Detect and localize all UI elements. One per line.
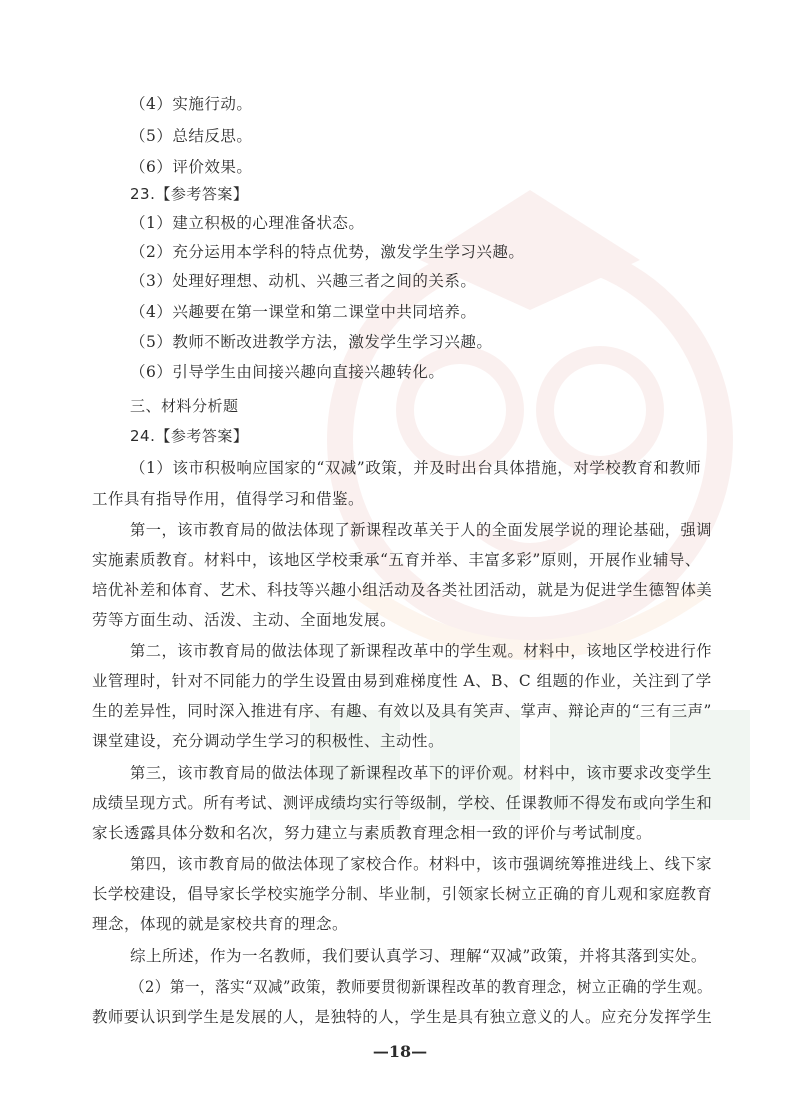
paragraph-line: 长学校建设，倡导家长学校实施学分制、毕业制，引领家长树立正确的育儿观和家庭教育 (92, 885, 713, 903)
paragraph-line: 实施素质教育。材料中，该地区学校秉承“五育并举、丰富多彩”原则，开展作业辅导、 (92, 551, 701, 569)
paragraph-line: 教师要认识到学生是发展的人，是独特的人，学生是具有独立意义的人。应充分发挥学生 (92, 1008, 713, 1026)
list-item: （6）引导学生由间接兴趣向直接兴趣转化。 (130, 363, 445, 381)
q24-heading: 24.【参考答案】 (130, 427, 249, 445)
q23-heading: 23.【参考答案】 (130, 185, 249, 203)
paragraph-line: 第三，该市教育局的做法体现了新课程改革下的评价观。材料中，该市要求改变学生 (130, 764, 712, 782)
paragraph-line: 第一，该市教育局的做法体现了新课程改革关于人的全面发展学说的理论基础，强调 (130, 521, 712, 539)
paragraph-line: 劳等方面生动、活泼、主动、全面地发展。 (92, 611, 397, 629)
paragraph-line: 成绩呈现方式。所有考试、测评成绩均实行等级制，学校、任课教师不得发布或向学生和 (92, 794, 713, 812)
list-item: （4）兴趣要在第一课堂和第二课堂中共同培养。 (130, 303, 477, 321)
list-item: （1）建立积极的心理准备状态。 (130, 214, 365, 232)
paragraph-line: 生的差异性，同时深入推进有序、有趣、有效以及具有笑声、掌声、辩论声的“三有三声” (92, 702, 712, 720)
paragraph-line: 理念，体现的就是家校共育的理念。 (92, 915, 349, 933)
paragraph-line: 业管理时，针对不同能力的学生设置由易到难梯度性 A、B、C 组题的作业，关注到了学 (92, 672, 712, 690)
page-number: —18— (372, 1042, 428, 1061)
list-item: （2）充分运用本学科的特点优势，激发学生学习兴趣。 (130, 243, 525, 261)
paragraph-line: 综上所述，作为一名教师，我们要认真学习、理解“双减”政策，并将其落到实处。 (130, 947, 707, 965)
paragraph-line: 第二，该市教育局的做法体现了新课程改革中的学生观。材料中，该地区学校进行作 (130, 642, 712, 660)
paragraph-line: 培优补差和体育、艺术、科技等兴趣小组活动及各类社团活动，就是为促进学生德智体美 (92, 581, 713, 599)
paragraph-line: 家长透露具体分数和名次，努力建立与素质教育理念相一致的评价与考试制度。 (92, 824, 653, 842)
list-item: （4）实施行动。 (130, 95, 253, 113)
paragraph-line: （2）第一，落实“双减”政策，教师要贯彻新课程改革的教育理念，树立正确的学生观。 (130, 978, 713, 996)
list-item: （5）教师不断改进教学方法，激发学生学习兴趣。 (130, 333, 493, 351)
list-item: （6）评价效果。 (130, 158, 253, 176)
paragraph-line: 第四，该市教育局的做法体现了家校合作。材料中，该市强调统筹推进线上、线下家 (130, 855, 712, 873)
paragraph-line: 工作具有指导作用，值得学习和借鉴。 (92, 490, 365, 508)
section-title: 三、材料分析题 (130, 397, 239, 415)
list-item: （3）处理好理想、动机、兴趣三者之间的关系。 (130, 272, 477, 290)
paragraph-line: 课堂建设，充分调动学生学习的积极性、主动性。 (92, 732, 445, 750)
paragraph-line: （1）该市积极响应国家的“双减”政策，并及时出台具体措施，对学校教育和教师 (130, 459, 702, 477)
list-item: （5）总结反思。 (130, 127, 253, 145)
